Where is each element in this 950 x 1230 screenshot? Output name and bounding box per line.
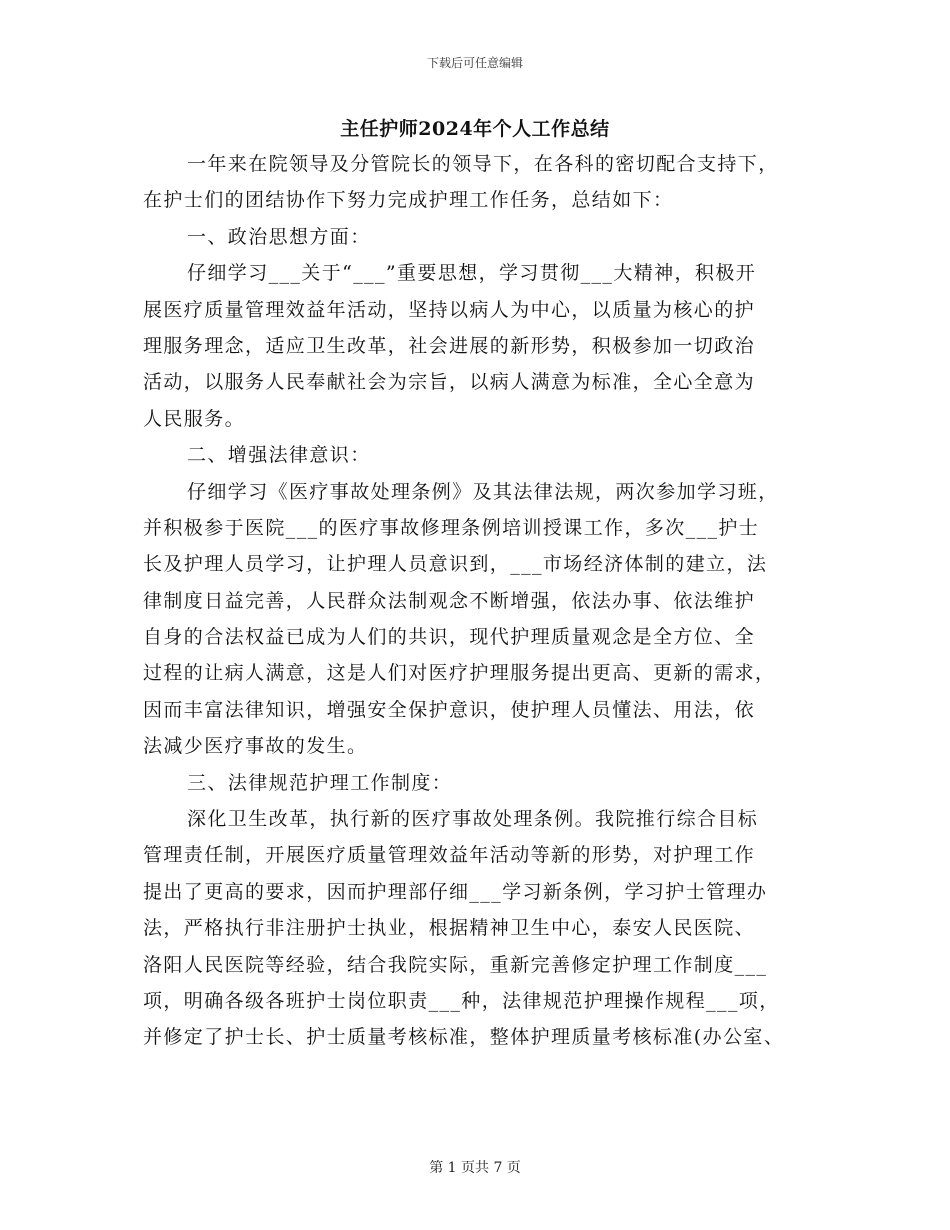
header-note: 下载后可任意编辑 bbox=[426, 56, 523, 70]
document-body bbox=[143, 146, 818, 1056]
body-line: 活动，以服务人民奉献社会为宗旨，以病人满意为标准，全心全意为 bbox=[143, 371, 756, 394]
body-line: 提出了更高的要求，因而护理部仔细___学习新条例，学习护士管理办 bbox=[143, 880, 768, 903]
body-line: 三、法律规范护理工作制度： bbox=[187, 771, 453, 794]
body-line: 并积极参于医院___的医疗事故修理条例培训授课工作，多次___护士 bbox=[143, 516, 760, 539]
page-indicator: 第 1 页共 7 页 bbox=[429, 1160, 521, 1176]
body-line: 过程的让病人满意，这是人们对医疗护理服务提出更高、更新的需求， bbox=[143, 662, 776, 685]
body-line: 一、政治思想方面： bbox=[187, 225, 371, 248]
body-line: 法减少医疗事故的发生。 bbox=[143, 735, 368, 758]
body-line: 理服务理念，适应卫生改革，社会进展的新形势，积极参加一切政治 bbox=[143, 334, 756, 357]
body-line: 一年来在院领导及分管院长的领导下，在各科的密切配合支持下， bbox=[187, 153, 779, 175]
body-line: 管理责任制，开展医疗质量管理效益年活动等新的形势，对护理工作 bbox=[143, 844, 756, 867]
body-line: 洛阳人民医院等经验，结合我院实际，重新完善修定护理工作制度___ bbox=[143, 953, 768, 976]
body-line: 因而丰富法律知识，增强安全保护意识，使护理人员懂法、用法，依 bbox=[143, 698, 756, 721]
body-line: 深化卫生改革，执行新的医疗事故处理条例。我院推行综合目标 bbox=[187, 808, 759, 831]
body-line: 项，明确各级各班护士岗位职责___种，法律规范护理操作规程___项， bbox=[143, 989, 780, 1012]
body-line: 仔细学习___关于“___”重要思想，学习贯彻___大精神，积极开 bbox=[187, 262, 757, 285]
body-line: 长及护理人员学习，让护理人员意识到，___市场经济体制的建立，法 bbox=[143, 553, 768, 576]
body-line: 并修定了护士长、护士质量考核标准，整体护理质量考核标准(办公室、 bbox=[143, 1026, 785, 1049]
body-line: 自身的合法权益已成为人们的共识，现代护理质量观念是全方位、全 bbox=[143, 626, 756, 649]
body-line: 展医疗质量管理效益年活动，坚持以病人为中心，以质量为核心的护 bbox=[143, 298, 756, 321]
body-line: 仔细学习《医疗事故处理条例》及其法律法规，两次参加学习班， bbox=[187, 480, 779, 503]
body-line: 律制度日益完善，人民群众法制观念不断增强，依法办事、依法维护 bbox=[143, 589, 756, 612]
body-line: 在护士们的团结协作下努力完成护理工作任务，总结如下： bbox=[143, 189, 674, 212]
body-line: 人民服务。 bbox=[143, 407, 246, 430]
body-line: 二、增强法律意识： bbox=[187, 444, 371, 467]
body-line: 法，严格执行非注册护士执业，根据精神卫生中心，泰安人民医院、 bbox=[143, 917, 756, 940]
document-title: 主任护师2024年个人工作总结 bbox=[340, 118, 610, 140]
